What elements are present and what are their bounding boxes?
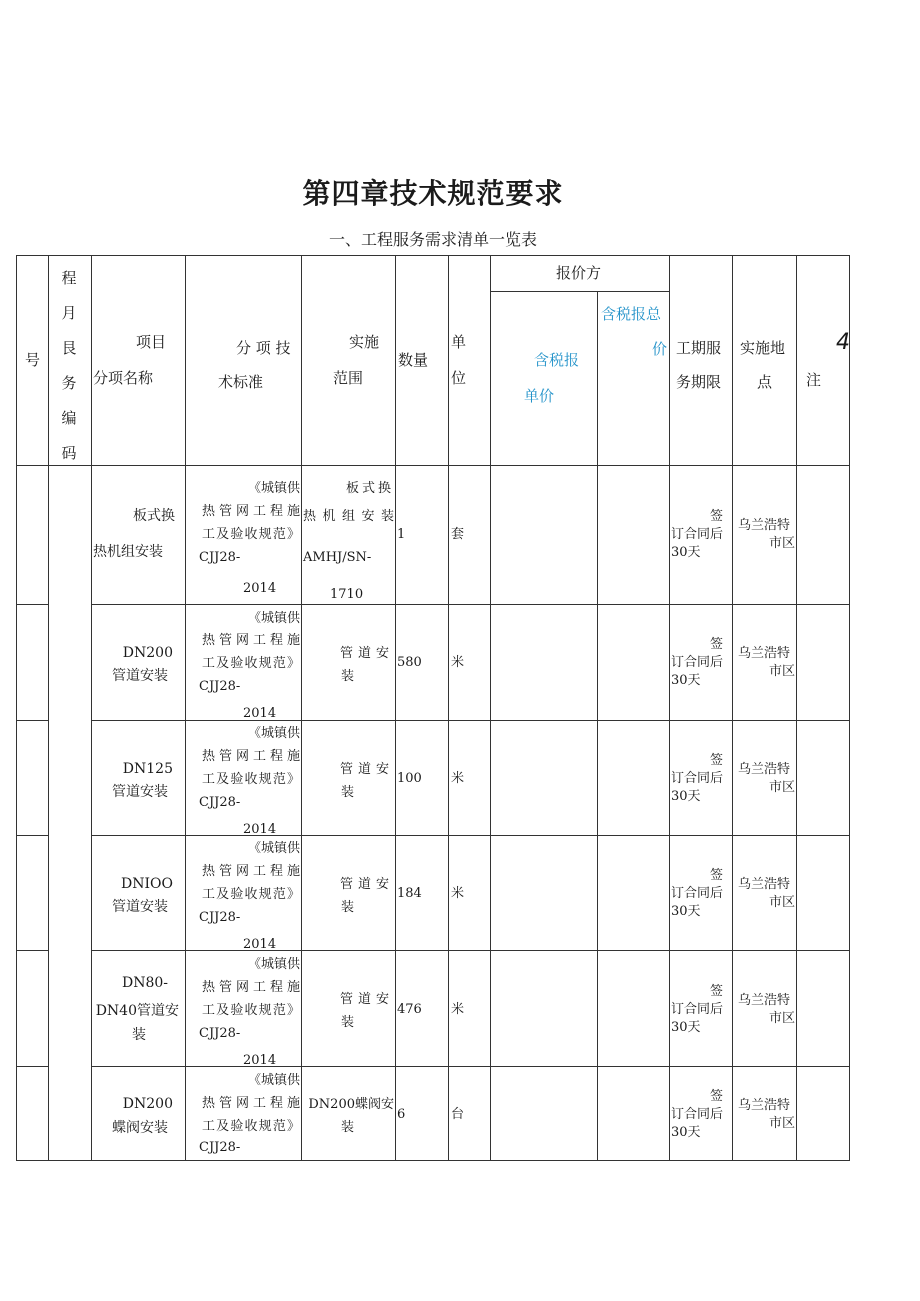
item-standard: 《城镇供 <box>247 611 300 626</box>
item-place: 乌兰浩特 <box>738 762 791 777</box>
item-standard: 《城镇供 <box>247 481 300 496</box>
header-code-char: 码 <box>61 444 77 462</box>
item-period: 30天 <box>671 1125 701 1140</box>
header-period: 工期服 <box>676 339 722 357</box>
item-quantity: 6 <box>397 1107 406 1122</box>
header-code-char: 程 <box>61 269 77 287</box>
item-name: 管道安装 <box>112 899 168 915</box>
column-divider <box>490 255 491 1161</box>
column-divider <box>48 255 49 1161</box>
item-quantity: 184 <box>397 886 422 901</box>
item-scope: AMHJ/SN- <box>303 550 372 565</box>
item-place: 市区 <box>768 536 795 551</box>
item-standard: 2014 <box>243 1053 277 1068</box>
item-place: 乌兰浩特 <box>738 993 791 1008</box>
item-standard: CJJ28- <box>199 910 241 925</box>
item-name: DN40管道安 <box>95 1003 179 1019</box>
item-name: DN80- <box>121 975 168 991</box>
header-code-char: 月 <box>61 304 77 322</box>
item-period: 30天 <box>671 904 701 919</box>
item-scope: 管道安 <box>339 992 394 1007</box>
item-standard: 热管网工程施 <box>202 864 300 879</box>
item-place: 市区 <box>768 664 795 679</box>
header-place: 点 <box>757 373 773 391</box>
row-divider <box>16 465 850 466</box>
item-standard: 热管网工程施 <box>202 633 300 648</box>
item-unit: 米 <box>451 886 465 901</box>
item-name: 板式换 <box>133 508 175 524</box>
header-standard: 术标准 <box>218 373 264 391</box>
item-period: 30天 <box>671 1020 701 1035</box>
item-scope: DN200蝶阀安 <box>308 1097 394 1112</box>
row-divider <box>16 950 48 951</box>
corner-mark: 4 <box>836 330 850 355</box>
header-item-name: 分项名称 <box>93 369 154 387</box>
table-top-border <box>16 255 850 256</box>
row-divider <box>16 604 48 605</box>
item-name: DN200 <box>122 645 173 661</box>
item-place: 市区 <box>768 780 795 795</box>
item-standard: CJJ28- <box>199 679 241 694</box>
header-code-char: 编 <box>61 409 77 427</box>
item-name: 管道安装 <box>112 668 168 684</box>
item-unit: 台 <box>451 1107 465 1122</box>
item-unit: 米 <box>451 771 465 786</box>
item-scope: 装 <box>341 1015 355 1030</box>
item-standard: CJJ28- <box>199 1026 241 1041</box>
header-unit-price: 含税报 <box>534 351 580 369</box>
item-standard: 工及验收规范》 <box>202 1003 300 1018</box>
item-quantity: 580 <box>397 655 422 670</box>
item-unit: 米 <box>451 655 465 670</box>
header-unit: 位 <box>451 369 467 387</box>
item-standard: 《城镇供 <box>247 1073 300 1088</box>
price-group-divider <box>490 291 670 292</box>
header-quantity: 数量 <box>398 351 429 369</box>
item-scope: 热机组安装 <box>303 509 394 524</box>
row-divider <box>91 950 850 951</box>
header-period: 务期限 <box>676 373 722 391</box>
column-divider <box>597 291 598 1161</box>
header-code-char: 艮 <box>61 339 77 357</box>
item-standard: 热管网工程施 <box>202 749 300 764</box>
item-scope: 装 <box>341 785 355 800</box>
header-standard: 分 项 技 <box>236 339 291 357</box>
item-place: 乌兰浩特 <box>738 646 791 661</box>
item-period: 签 <box>709 509 723 524</box>
header-note: 注 <box>806 371 822 389</box>
header-total-price: 价 <box>652 340 668 358</box>
item-place: 市区 <box>768 895 795 910</box>
item-period: 签 <box>709 1089 723 1104</box>
column-divider <box>796 255 797 1161</box>
item-standard: 《城镇供 <box>247 841 300 856</box>
page-title: 第四章技术规范要求 <box>302 177 564 210</box>
column-divider <box>849 255 850 1161</box>
header-no: 号 <box>25 351 41 369</box>
row-divider <box>91 1066 850 1067</box>
item-period: 订合同后 <box>671 771 724 786</box>
item-scope: 管道安 <box>339 762 394 777</box>
row-divider <box>91 835 850 836</box>
item-period: 订合同后 <box>671 1107 724 1122</box>
item-scope: 板式换 <box>345 481 394 496</box>
item-standard: 《城镇供 <box>247 957 300 972</box>
item-scope: 装 <box>341 900 355 915</box>
item-period: 签 <box>709 868 723 883</box>
item-standard: 2014 <box>243 706 277 721</box>
item-unit: 米 <box>451 1002 465 1017</box>
item-name: DN125 <box>122 761 173 777</box>
item-standard: 2014 <box>243 822 277 837</box>
row-divider <box>16 835 48 836</box>
item-standard: 工及验收规范》 <box>202 527 300 542</box>
column-divider <box>16 255 17 1161</box>
item-quantity: 476 <box>397 1002 422 1017</box>
item-quantity: 100 <box>397 771 422 786</box>
item-name: 热机组安装 <box>93 544 163 560</box>
item-name: 管道安装 <box>112 784 168 800</box>
item-quantity: 1 <box>397 527 406 542</box>
header-scope: 实施 <box>349 333 380 351</box>
item-scope: 管道安 <box>339 646 394 661</box>
header-unit: 单 <box>451 333 467 351</box>
column-divider <box>301 255 302 1161</box>
item-place: 乌兰浩特 <box>738 518 791 533</box>
item-standard: 热管网工程施 <box>202 504 300 519</box>
item-name: 装 <box>132 1027 146 1043</box>
header-place: 实施地 <box>740 339 786 357</box>
column-divider <box>395 255 396 1161</box>
item-period: 订合同后 <box>671 1002 724 1017</box>
column-divider <box>185 255 186 1161</box>
item-standard: 2014 <box>243 937 277 952</box>
item-period: 订合同后 <box>671 886 724 901</box>
item-name: DNIOO <box>121 876 173 892</box>
item-standard: 工及验收规范》 <box>202 772 300 787</box>
item-standard: 工及验收规范》 <box>202 1119 300 1134</box>
item-standard: CJJ28- <box>199 550 241 565</box>
row-divider <box>91 720 850 721</box>
row-divider <box>16 1066 48 1067</box>
column-divider <box>448 255 449 1161</box>
table-bottom-border <box>16 1160 850 1161</box>
header-unit-price: 单价 <box>524 387 555 405</box>
item-scope: 装 <box>341 1120 355 1135</box>
table-caption: 一、工程服务需求清单一览表 <box>328 230 537 249</box>
header-item-name: 项目 <box>136 333 167 351</box>
item-period: 30天 <box>671 673 701 688</box>
item-period: 签 <box>709 637 723 652</box>
item-place: 市区 <box>768 1116 795 1131</box>
item-name: 蝶阀安装 <box>112 1120 168 1136</box>
item-standard: 2014 <box>243 581 277 596</box>
column-divider <box>669 255 670 1161</box>
item-standard: CJJ28- <box>199 795 241 810</box>
item-period: 30天 <box>671 789 701 804</box>
item-period: 签 <box>709 984 723 999</box>
column-divider <box>91 255 92 1161</box>
item-standard: 《城镇供 <box>247 726 300 741</box>
item-scope: 管道安 <box>339 877 394 892</box>
item-standard: CJJ28- <box>199 1140 241 1155</box>
item-name: DN200 <box>122 1096 173 1112</box>
item-period: 订合同后 <box>671 655 724 670</box>
item-standard: 工及验收规范》 <box>202 656 300 671</box>
header-code-char: 务 <box>61 374 77 392</box>
column-divider <box>732 255 733 1161</box>
item-period: 订合同后 <box>671 527 724 542</box>
item-standard: 工及验收规范》 <box>202 887 300 902</box>
item-standard: 热管网工程施 <box>202 1096 300 1111</box>
item-period: 30天 <box>671 545 701 560</box>
header-price-group: 报价方 <box>556 264 602 282</box>
item-standard: 热管网工程施 <box>202 980 300 995</box>
header-total-price: 含税报总 <box>601 305 662 323</box>
row-divider <box>91 604 850 605</box>
item-scope: 1710 <box>330 587 364 602</box>
item-place: 乌兰浩特 <box>738 877 791 892</box>
item-place: 市区 <box>768 1011 795 1026</box>
header-scope: 范围 <box>333 369 364 387</box>
item-period: 签 <box>709 753 723 768</box>
item-place: 乌兰浩特 <box>738 1098 791 1113</box>
item-unit: 套 <box>451 527 465 542</box>
item-scope: 装 <box>341 669 355 684</box>
row-divider <box>16 720 48 721</box>
